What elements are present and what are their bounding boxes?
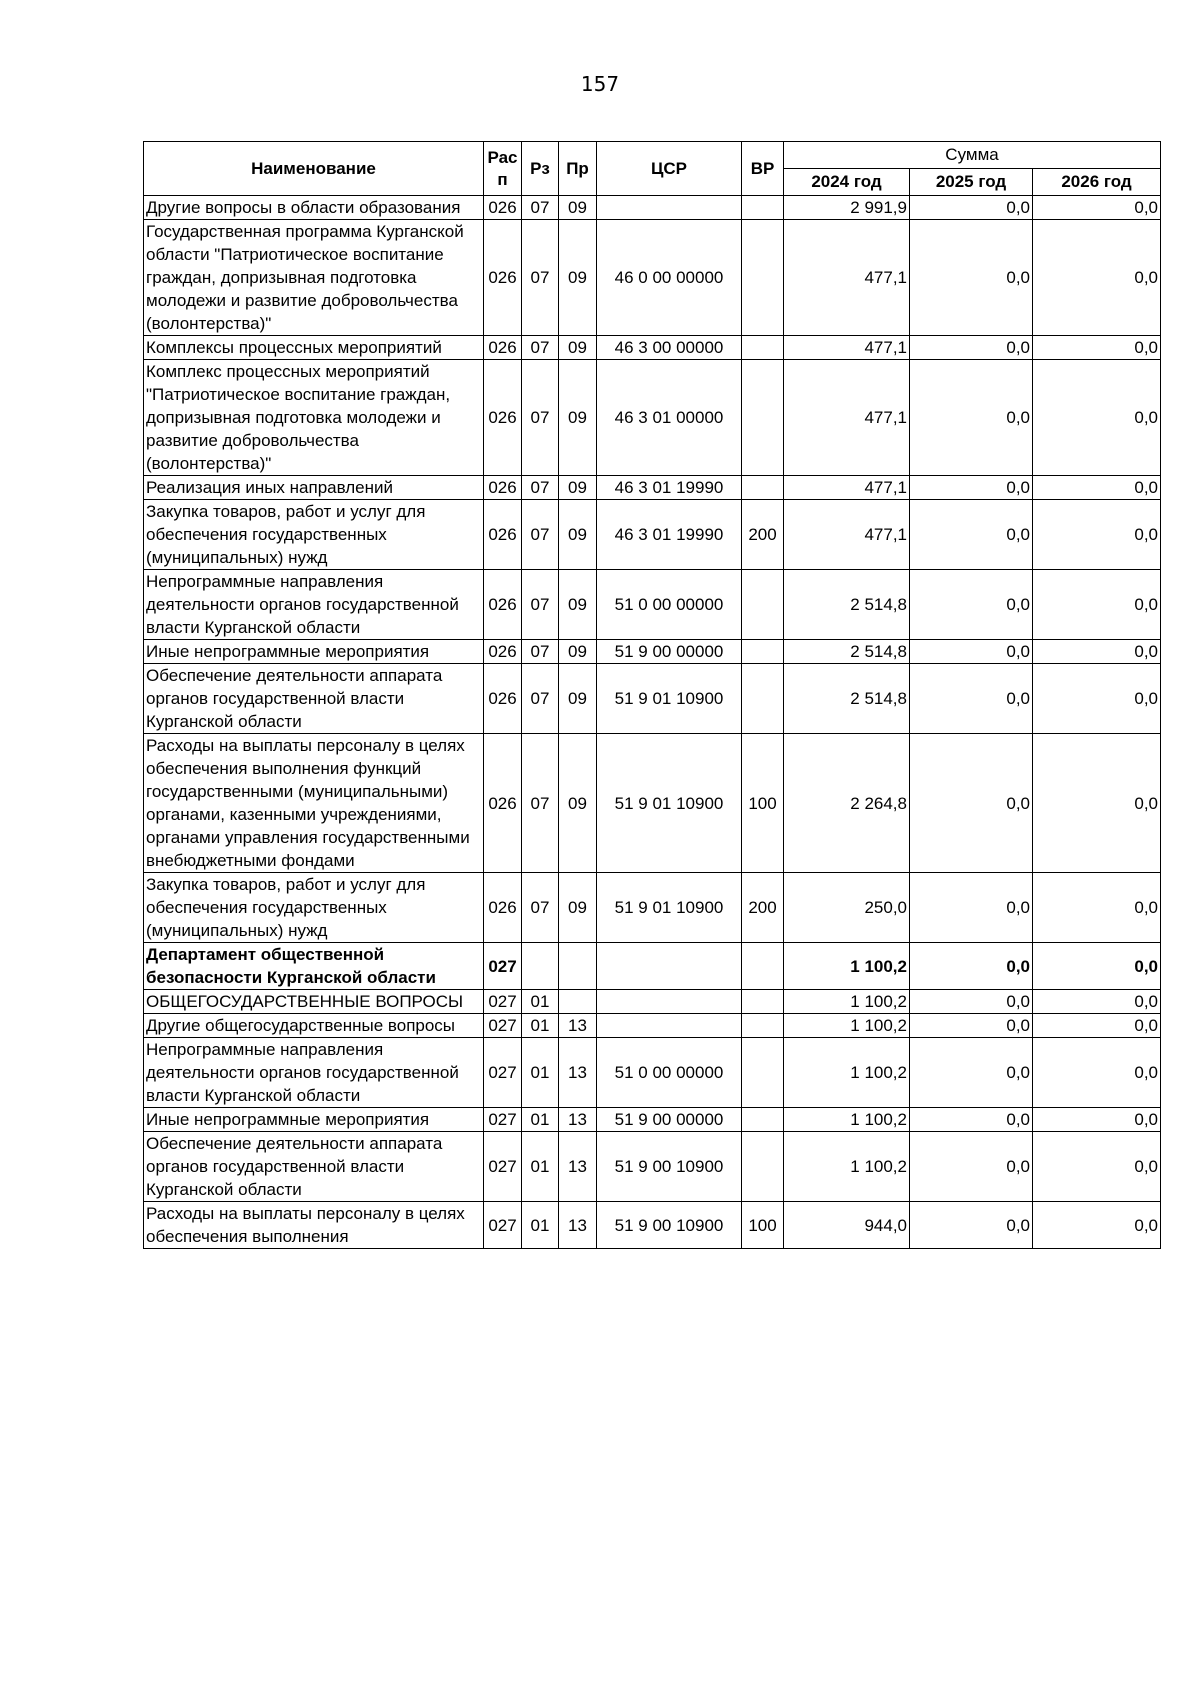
cell-vr bbox=[742, 360, 784, 476]
cell-sum-2024: 2 514,8 bbox=[784, 570, 910, 640]
cell-sum-2025: 0,0 bbox=[910, 1132, 1033, 1202]
cell-pr: 13 bbox=[559, 1014, 597, 1038]
cell-pr: 13 bbox=[559, 1132, 597, 1202]
cell-sum-2024: 1 100,2 bbox=[784, 1014, 910, 1038]
cell-pr: 09 bbox=[559, 734, 597, 873]
cell-vr bbox=[742, 1132, 784, 1202]
header-vr: ВР bbox=[742, 142, 784, 196]
table-row bbox=[144, 476, 1161, 500]
cell-pr: 09 bbox=[559, 873, 597, 943]
cell-sum-2026: 0,0 bbox=[1033, 734, 1161, 873]
cell-rasp: 026 bbox=[484, 640, 522, 664]
cell-sum-2025: 0,0 bbox=[910, 476, 1033, 500]
cell-vr bbox=[742, 943, 784, 990]
cell-sum-2026: 0,0 bbox=[1033, 664, 1161, 734]
cell-name: Иные непрограммные мероприятия bbox=[144, 1108, 484, 1132]
cell-sum-2024: 250,0 bbox=[784, 873, 910, 943]
cell-rz: 07 bbox=[522, 196, 559, 220]
header-rasp: Рас п bbox=[484, 142, 522, 196]
cell-vr bbox=[742, 1038, 784, 1108]
cell-rz: 01 bbox=[522, 990, 559, 1014]
cell-rz: 07 bbox=[522, 570, 559, 640]
cell-sum-2025: 0,0 bbox=[910, 1014, 1033, 1038]
cell-sum-2026: 0,0 bbox=[1033, 196, 1161, 220]
header-pr: Пр bbox=[559, 142, 597, 196]
cell-rasp: 027 bbox=[484, 1108, 522, 1132]
cell-pr: 09 bbox=[559, 476, 597, 500]
cell-name: Комплекс процессных мероприятий "Патриотическое воспитание граждан, допризывная подготовка молодежи и развитие добровольчества (волонтерства)" bbox=[144, 360, 484, 476]
cell-sum-2026: 0,0 bbox=[1033, 873, 1161, 943]
cell-name: Комплексы процессных мероприятий bbox=[144, 336, 484, 360]
cell-sum-2025: 0,0 bbox=[910, 196, 1033, 220]
cell-sum-2025: 0,0 bbox=[910, 1108, 1033, 1132]
cell-sum-2026: 0,0 bbox=[1033, 1014, 1161, 1038]
cell-rasp: 027 bbox=[484, 1014, 522, 1038]
cell-name: Обеспечение деятельности аппарата органов государственной власти Курганской области bbox=[144, 1132, 484, 1202]
cell-sum-2026: 0,0 bbox=[1033, 476, 1161, 500]
cell-sum-2024: 1 100,2 bbox=[784, 1132, 910, 1202]
cell-csr: 46 3 01 19990 bbox=[597, 500, 742, 570]
table-row bbox=[144, 943, 1161, 990]
cell-sum-2025: 0,0 bbox=[910, 1202, 1033, 1249]
cell-csr: 46 3 00 00000 bbox=[597, 336, 742, 360]
cell-name: ОБЩЕГОСУДАРСТВЕННЫЕ ВОПРОСЫ bbox=[144, 990, 484, 1014]
cell-csr: 51 0 00 00000 bbox=[597, 1038, 742, 1108]
cell-sum-2025: 0,0 bbox=[910, 500, 1033, 570]
cell-sum-2026: 0,0 bbox=[1033, 640, 1161, 664]
cell-rasp: 027 bbox=[484, 1132, 522, 1202]
cell-csr: 51 9 00 00000 bbox=[597, 640, 742, 664]
cell-sum-2026: 0,0 bbox=[1033, 990, 1161, 1014]
table-row bbox=[144, 640, 1161, 664]
cell-pr bbox=[559, 990, 597, 1014]
cell-pr: 13 bbox=[559, 1202, 597, 1249]
cell-sum-2026: 0,0 bbox=[1033, 943, 1161, 990]
cell-name: Расходы на выплаты персоналу в целях обеспечения выполнения функций государственными (муниципальными) органами, казенными учреждениями, органами управления государственными внебюджетными фондами bbox=[144, 734, 484, 873]
cell-vr bbox=[742, 990, 784, 1014]
cell-rasp: 026 bbox=[484, 873, 522, 943]
cell-sum-2026: 0,0 bbox=[1033, 336, 1161, 360]
cell-sum-2026: 0,0 bbox=[1033, 360, 1161, 476]
cell-csr: 51 9 00 10900 bbox=[597, 1202, 742, 1249]
cell-pr bbox=[559, 943, 597, 990]
cell-rz: 01 bbox=[522, 1202, 559, 1249]
table-row bbox=[144, 1132, 1161, 1202]
cell-vr bbox=[742, 1108, 784, 1132]
cell-sum-2026: 0,0 bbox=[1033, 500, 1161, 570]
cell-pr: 09 bbox=[559, 220, 597, 336]
cell-name: Государственная программа Курганской области "Патриотическое воспитание граждан, допризывная подготовка молодежи и развитие добровольчества (волонтерства)" bbox=[144, 220, 484, 336]
cell-sum-2025: 0,0 bbox=[910, 640, 1033, 664]
cell-sum-2024: 1 100,2 bbox=[784, 1108, 910, 1132]
cell-sum-2026: 0,0 bbox=[1033, 1132, 1161, 1202]
cell-rasp: 026 bbox=[484, 570, 522, 640]
cell-name: Обеспечение деятельности аппарата органов государственной власти Курганской области bbox=[144, 664, 484, 734]
cell-pr: 09 bbox=[559, 570, 597, 640]
cell-pr: 09 bbox=[559, 360, 597, 476]
cell-pr: 09 bbox=[559, 664, 597, 734]
cell-vr bbox=[742, 640, 784, 664]
cell-name: Закупка товаров, работ и услуг для обеспечения государственных (муниципальных) нужд bbox=[144, 873, 484, 943]
table-row bbox=[144, 196, 1161, 220]
cell-sum-2024: 477,1 bbox=[784, 360, 910, 476]
cell-rz: 07 bbox=[522, 360, 559, 476]
cell-name: Непрограммные направления деятельности органов государственной власти Курганской области bbox=[144, 1038, 484, 1108]
cell-rasp: 026 bbox=[484, 500, 522, 570]
table-row bbox=[144, 734, 1161, 873]
cell-rz: 07 bbox=[522, 664, 559, 734]
cell-rasp: 026 bbox=[484, 664, 522, 734]
cell-csr: 51 9 01 10900 bbox=[597, 873, 742, 943]
header-year-2026: 2026 год bbox=[1033, 169, 1161, 196]
table-row bbox=[144, 1202, 1161, 1249]
cell-rasp: 026 bbox=[484, 360, 522, 476]
cell-pr: 09 bbox=[559, 500, 597, 570]
cell-name: Реализация иных направлений bbox=[144, 476, 484, 500]
cell-sum-2025: 0,0 bbox=[910, 873, 1033, 943]
cell-pr: 13 bbox=[559, 1108, 597, 1132]
cell-sum-2026: 0,0 bbox=[1033, 1038, 1161, 1108]
cell-vr bbox=[742, 1014, 784, 1038]
table-row bbox=[144, 336, 1161, 360]
cell-rz: 07 bbox=[522, 873, 559, 943]
cell-sum-2024: 944,0 bbox=[784, 1202, 910, 1249]
cell-rasp: 026 bbox=[484, 196, 522, 220]
cell-pr: 09 bbox=[559, 336, 597, 360]
cell-name: Расходы на выплаты персоналу в целях обеспечения выполнения bbox=[144, 1202, 484, 1249]
table-row bbox=[144, 500, 1161, 570]
cell-csr: 51 9 01 10900 bbox=[597, 664, 742, 734]
cell-sum-2026: 0,0 bbox=[1033, 570, 1161, 640]
cell-rasp: 027 bbox=[484, 990, 522, 1014]
cell-pr: 09 bbox=[559, 640, 597, 664]
table-row bbox=[144, 990, 1161, 1014]
cell-rz: 07 bbox=[522, 220, 559, 336]
table-header bbox=[144, 142, 1161, 196]
cell-sum-2026: 0,0 bbox=[1033, 220, 1161, 336]
header-sum: Сумма bbox=[784, 142, 1161, 169]
cell-rz: 01 bbox=[522, 1132, 559, 1202]
cell-vr bbox=[742, 570, 784, 640]
cell-sum-2024: 2 264,8 bbox=[784, 734, 910, 873]
cell-csr: 51 9 01 10900 bbox=[597, 734, 742, 873]
cell-csr bbox=[597, 990, 742, 1014]
cell-name: Другие общегосударственные вопросы bbox=[144, 1014, 484, 1038]
cell-csr bbox=[597, 943, 742, 990]
cell-sum-2025: 0,0 bbox=[910, 734, 1033, 873]
cell-vr bbox=[742, 664, 784, 734]
page-number: 157 bbox=[580, 72, 620, 96]
table-row bbox=[144, 664, 1161, 734]
header-rz: Рз bbox=[522, 142, 559, 196]
cell-rz: 07 bbox=[522, 640, 559, 664]
header-csr: ЦСР bbox=[597, 142, 742, 196]
cell-csr: 51 9 00 00000 bbox=[597, 1108, 742, 1132]
cell-sum-2026: 0,0 bbox=[1033, 1108, 1161, 1132]
cell-rz: 01 bbox=[522, 1038, 559, 1108]
header-year-2024: 2024 год bbox=[784, 169, 910, 196]
cell-sum-2024: 2 991,9 bbox=[784, 196, 910, 220]
table-row bbox=[144, 570, 1161, 640]
cell-vr: 100 bbox=[742, 1202, 784, 1249]
cell-vr bbox=[742, 476, 784, 500]
cell-name: Другие вопросы в области образования bbox=[144, 196, 484, 220]
cell-rasp: 026 bbox=[484, 336, 522, 360]
cell-vr bbox=[742, 336, 784, 360]
table-row bbox=[144, 220, 1161, 336]
cell-sum-2024: 2 514,8 bbox=[784, 664, 910, 734]
cell-vr: 200 bbox=[742, 873, 784, 943]
cell-rasp: 027 bbox=[484, 1038, 522, 1108]
cell-csr bbox=[597, 196, 742, 220]
cell-csr: 46 3 01 00000 bbox=[597, 360, 742, 476]
cell-sum-2025: 0,0 bbox=[910, 220, 1033, 336]
table-row bbox=[144, 873, 1161, 943]
cell-rasp: 027 bbox=[484, 1202, 522, 1249]
cell-pr: 13 bbox=[559, 1038, 597, 1108]
cell-sum-2024: 1 100,2 bbox=[784, 943, 910, 990]
cell-rasp: 026 bbox=[484, 220, 522, 336]
cell-sum-2024: 1 100,2 bbox=[784, 1038, 910, 1108]
table-row bbox=[144, 1014, 1161, 1038]
cell-rz: 07 bbox=[522, 500, 559, 570]
cell-vr: 100 bbox=[742, 734, 784, 873]
cell-vr bbox=[742, 196, 784, 220]
cell-sum-2025: 0,0 bbox=[910, 990, 1033, 1014]
cell-sum-2025: 0,0 bbox=[910, 1038, 1033, 1108]
cell-rasp: 026 bbox=[484, 476, 522, 500]
cell-sum-2025: 0,0 bbox=[910, 570, 1033, 640]
cell-rz: 07 bbox=[522, 734, 559, 873]
cell-sum-2025: 0,0 bbox=[910, 336, 1033, 360]
cell-name: Департамент общественной безопасности Курганской области bbox=[144, 943, 484, 990]
cell-rz: 01 bbox=[522, 1108, 559, 1132]
header-year-2025: 2025 год bbox=[910, 169, 1033, 196]
cell-name: Иные непрограммные мероприятия bbox=[144, 640, 484, 664]
cell-name: Непрограммные направления деятельности органов государственной власти Курганской области bbox=[144, 570, 484, 640]
cell-sum-2024: 477,1 bbox=[784, 500, 910, 570]
cell-sum-2024: 477,1 bbox=[784, 336, 910, 360]
cell-csr: 46 0 00 00000 bbox=[597, 220, 742, 336]
cell-sum-2024: 1 100,2 bbox=[784, 990, 910, 1014]
table-row bbox=[144, 360, 1161, 476]
cell-rz: 07 bbox=[522, 476, 559, 500]
header-name: Наименование bbox=[144, 142, 484, 196]
cell-csr: 51 9 00 10900 bbox=[597, 1132, 742, 1202]
cell-pr: 09 bbox=[559, 196, 597, 220]
cell-sum-2026: 0,0 bbox=[1033, 1202, 1161, 1249]
cell-rz: 07 bbox=[522, 336, 559, 360]
cell-sum-2025: 0,0 bbox=[910, 664, 1033, 734]
cell-rz: 01 bbox=[522, 1014, 559, 1038]
cell-csr: 46 3 01 19990 bbox=[597, 476, 742, 500]
cell-vr: 200 bbox=[742, 500, 784, 570]
cell-csr: 51 0 00 00000 bbox=[597, 570, 742, 640]
cell-rz bbox=[522, 943, 559, 990]
cell-name: Закупка товаров, работ и услуг для обеспечения государственных (муниципальных) нужд bbox=[144, 500, 484, 570]
table-body bbox=[144, 196, 1161, 1249]
budget-table bbox=[143, 141, 1161, 1249]
cell-rasp: 026 bbox=[484, 734, 522, 873]
cell-sum-2025: 0,0 bbox=[910, 360, 1033, 476]
cell-vr bbox=[742, 220, 784, 336]
cell-sum-2024: 477,1 bbox=[784, 476, 910, 500]
cell-csr bbox=[597, 1014, 742, 1038]
cell-sum-2025: 0,0 bbox=[910, 943, 1033, 990]
cell-sum-2024: 477,1 bbox=[784, 220, 910, 336]
table-row bbox=[144, 1038, 1161, 1108]
cell-sum-2024: 2 514,8 bbox=[784, 640, 910, 664]
table-row bbox=[144, 1108, 1161, 1132]
cell-rasp: 027 bbox=[484, 943, 522, 990]
